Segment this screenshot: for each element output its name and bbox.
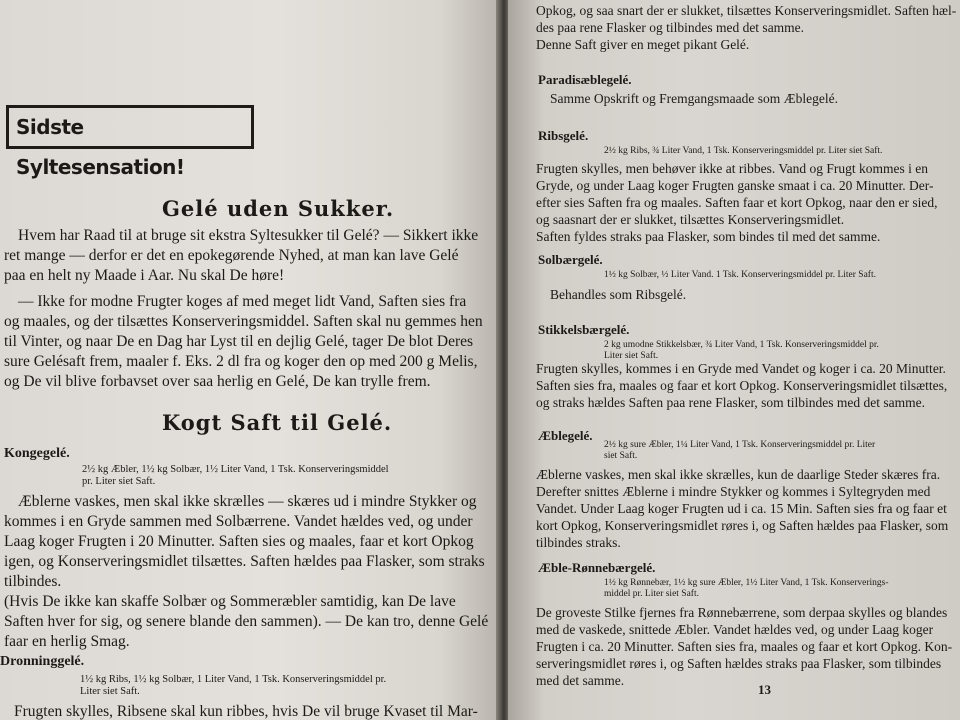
intro-line-3: paa en helt ny Maade i Aar. Nu skal De høre! xyxy=(4,267,285,284)
aeble-title: Æblegelé. xyxy=(538,428,593,443)
aeble-text-4: kort Opkog, Konserveringsmidlet røres i, og Saften hældes paa Flasker, som xyxy=(536,518,949,533)
kongegele-text-1: Æblerne vaskes, men skal ikke skrælles — skæres ud i mindre Stykker og xyxy=(18,493,477,510)
para2-line-3: til Vinter, og naar De en Dag har Lyst til en dejlig Gelé, tager De blot Deres xyxy=(4,333,474,350)
heading-gele-uden-sukker: Gelé uden Sukker. xyxy=(162,196,395,221)
stikkels-text-2: Saften sies fra, maales og faar et kort Opkog. Konserveringsmidlet tilsættes, xyxy=(536,378,948,393)
solbaer-ingredients: 1½ kg Solbær, ½ Liter Vand. 1 Tsk. Konserveringsmiddel pr. Liter Saft. xyxy=(604,270,876,280)
dronninggele-text-1: Frugten skylles, Ribsene skal kun ribbes, hvis De vil bruge Kvaset til Mar- xyxy=(14,703,478,720)
stikkels-text-1: Frugten skylles, kommes i en Gryde med Vandet og koger i ca. 20 Minutter. xyxy=(536,361,946,376)
kongegele-note-1: (Hvis De ikke kan skaffe Solbær og Sommeræbler samtidig, kan De lave xyxy=(4,593,456,610)
roenne-text-5: med det samme. xyxy=(536,673,625,688)
para2-line-5: og De vil blive forbavset over saa herlig en Gelé, De kan trylle frem. xyxy=(4,373,431,390)
ribs-text-2: Gryde, og under Laag koger Frugten ganske smaat i ca. 20 Minutter. Der- xyxy=(536,178,934,193)
kongegele-note-3: faar en herlig Smag. xyxy=(4,633,130,650)
kongegele-ingredients-2: pr. Liter siet Saft. xyxy=(82,476,156,487)
ribs-text-3: efter sies Saften fra og maales. Saften faar et kort Opkog, naar den er sied, xyxy=(536,195,938,210)
kongegele-text-4: igen, og Konserveringsmidlet tilsættes. Saften hældes paa Flasker, som straks xyxy=(4,553,485,570)
kongegele-ingredients-1: 2½ kg Æbler, 1½ kg Solbær, 1½ Liter Vand, 1 Tsk. Konserveringsmiddel xyxy=(82,464,389,475)
kongegele-text-2: kommes i en Gryde sammen med Solbærrene. Vandet hældes ved, og under xyxy=(4,513,473,530)
aeble-ingredients-2: siet Saft. xyxy=(604,451,638,461)
para2-line-2: og maales, og der tilsættes Konserveringsmiddel. Saften skal nu gemmes hen xyxy=(4,313,483,330)
roenne-ingredients-1: 1½ kg Rønnebær, 1½ kg sure Æbler, 1½ Liter Vand, 1 Tsk. Konserverings- xyxy=(604,578,889,588)
dronninggele-ingredients-2: Liter siet Saft. xyxy=(80,686,140,697)
top-line-2: des paa rene Flasker og tilbindes med det samme. xyxy=(536,20,805,35)
intro-line-1: Hvem har Raad til at bruge sit ekstra Syltesukker til Gelé? — Sikkert ikke xyxy=(18,227,479,244)
kongegele-text-3: Laag koger Frugten i 20 Minutter. Saften sies og maales, faar et kort Opkog xyxy=(4,533,474,550)
solbaer-text: Behandles som Ribsgelé. xyxy=(550,287,687,302)
roenne-ingredients-2: middel pr. Liter siet Saft. xyxy=(604,589,699,599)
right-page xyxy=(508,0,960,720)
roenne-text-2: med de vaskede, snittede Æbler. Vandet hældes ved, og under Laag koger xyxy=(536,622,934,637)
aeble-text-3: Vandet. Under Laag koger Frugten ud i ca. 15 Min. Saften sies fra og faar et xyxy=(536,501,947,516)
ribs-text-1: Frugten skylles, men behøver ikke at ribbes. Vand og Frugt kommes i en xyxy=(536,161,928,176)
paradis-text: Samme Opskrift og Fremgangsmaade som Æblegelé. xyxy=(550,91,838,106)
ribs-text-4: og saasnart der er slukket, tilsættes Konserveringsmidlet. xyxy=(536,212,845,227)
dronninggele-ingredients-1: 1½ kg Ribs, 1½ kg Solbær, 1 Liter Vand, 1 Tsk. Konserveringsmiddel pr. xyxy=(80,674,387,685)
aeble-ingredients-1: 2½ kg sure Æbler, 1¼ Liter Vand, 1 Tsk. Konserveringsmiddel pr. Liter xyxy=(604,440,876,450)
kongegele-title: Kongegelé. xyxy=(4,446,70,461)
heading-kogt-saft: Kogt Saft til Gelé. xyxy=(162,410,393,435)
intro-line-2: ret mange — derfor er det en epokegørende Nyhed, at man kan lave Gelé xyxy=(4,247,459,264)
aeble-text-2: Derefter snittes Æblerne i mindre Stykker og kommes i Syltegryden med xyxy=(536,484,931,499)
aeble-text-5: tilbindes straks. xyxy=(536,535,621,550)
top-line-3: Denne Saft giver en meget pikant Gelé. xyxy=(536,37,750,52)
banner-title: Sidste Syltesensation! xyxy=(6,105,254,149)
roenne-text-3: Frugten i ca. 20 Minutter. Saften sies fra, maales og faar et kort Opkog. Kon- xyxy=(536,639,953,654)
page-number: 13 xyxy=(758,682,771,697)
paradis-title: Paradisæblegelé. xyxy=(538,72,632,87)
kongegele-text-5: tilbindes. xyxy=(4,573,62,590)
ribs-ingredients: 2½ kg Ribs, ¾ Liter Vand, 1 Tsk. Konserveringsmiddel pr. Liter siet Saft. xyxy=(604,146,883,156)
roenne-title: Æble-Rønnebærgelé. xyxy=(538,560,656,575)
stikkels-ingredients-1: 2 kg umodne Stikkelsbær, ¾ Liter Vand, 1 Tsk. Konserveringsmiddel pr. xyxy=(604,340,879,350)
solbaer-title: Solbærgelé. xyxy=(538,252,603,267)
ribs-title: Ribsgelé. xyxy=(538,128,589,143)
top-line-1: Opkog, og saa snart der er slukket, tilsættes Konserveringsmidlet. Saften hæl- xyxy=(536,3,957,18)
ribs-text-5: Saften fyldes straks paa Flasker, som bindes til med det samme. xyxy=(536,229,881,244)
dronninggele-title: Dronninggelé. xyxy=(0,654,85,669)
roenne-text-1: De groveste Stilke fjernes fra Rønnebærrene, som derpaa skylles og blandes xyxy=(536,605,948,620)
para2-line-4: sure Gelésaft frem, maaler f. Eks. 2 dl fra og koger den op med 200 g Melis, xyxy=(4,353,478,370)
stikkels-title: Stikkelsbærgelé. xyxy=(538,322,630,337)
stikkels-ingredients-2: Liter siet Saft. xyxy=(604,351,659,361)
kongegele-note-2: Saften hver for sig, og senere blande den sammen). — De kan tro, denne Gelé xyxy=(4,613,489,630)
aeble-text-1: Æblerne vaskes, men skal ikke skrælles, kun de daarlige Steder skæres fra. xyxy=(536,467,941,482)
para2-line-1: — Ikke for modne Frugter koges af med meget lidt Vand, Saften sies fra xyxy=(18,293,467,310)
roenne-text-4: serveringsmidlet røres i, og Saften hældes straks paa Flasker, som tilbindes xyxy=(536,656,942,671)
stikkels-text-3: og straks hældes Saften paa rene Flasker, som tilbindes med det samme. xyxy=(536,395,926,410)
